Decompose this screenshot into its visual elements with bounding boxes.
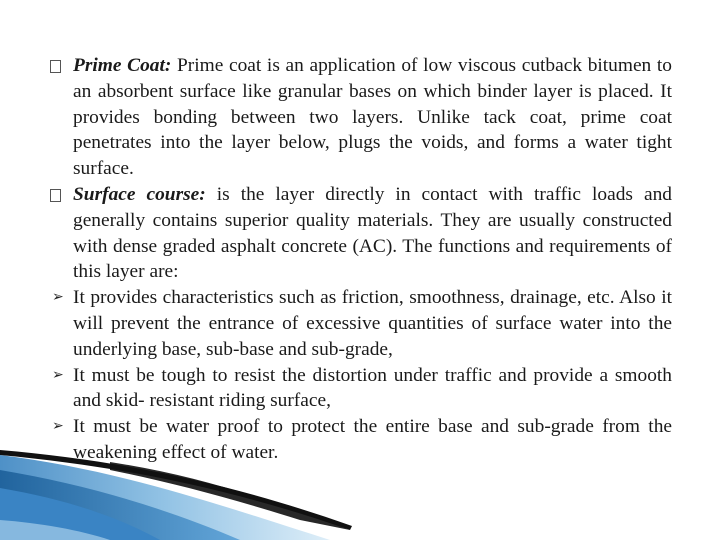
arrow-bullet-icon: ➢ bbox=[52, 289, 64, 306]
arrow-bullet-icon: ➢ bbox=[52, 418, 64, 435]
square-bullet-icon bbox=[50, 60, 61, 73]
item-text: It provides characteristics such as friction, smoothness, drainage, etc. Also it will prevent the entrance of excessive quantities of surface water into the underlying base, sub-base and sub-grade, bbox=[73, 287, 672, 360]
term: Prime Coat: bbox=[73, 55, 172, 76]
bullet-list bbox=[50, 53, 672, 466]
list-item bbox=[50, 285, 672, 362]
list-item bbox=[50, 363, 672, 415]
item-text: is the layer directly in contact with traffic loads and generally contains superior quality materials. They are usually constructed with dense graded asphalt concrete (AC). The functions and requirements of this layer are: bbox=[73, 183, 672, 283]
list-item bbox=[50, 414, 672, 466]
list-item bbox=[50, 53, 672, 182]
item-text: It must be water proof to protect the entire base and sub-grade from the weakening effect of water. bbox=[73, 416, 672, 463]
term: Surface course: bbox=[73, 183, 206, 205]
arrow-bullet-icon: ➢ bbox=[52, 366, 64, 383]
item-text: It must be tough to resist the distortion under traffic and provide a smooth and skid- resistant riding surface, bbox=[73, 364, 672, 412]
item-text: Prime coat is an application of low viscous cutback bitumen to an absorbent surface like granular bases on which binder layer is placed. It provides bonding between two layers. Unlike tack coat, prime coat penetrates into the layer below, plugs the voids, and forms a water tight surface. bbox=[73, 55, 672, 180]
square-bullet-icon bbox=[50, 189, 61, 202]
list-item bbox=[50, 182, 672, 285]
